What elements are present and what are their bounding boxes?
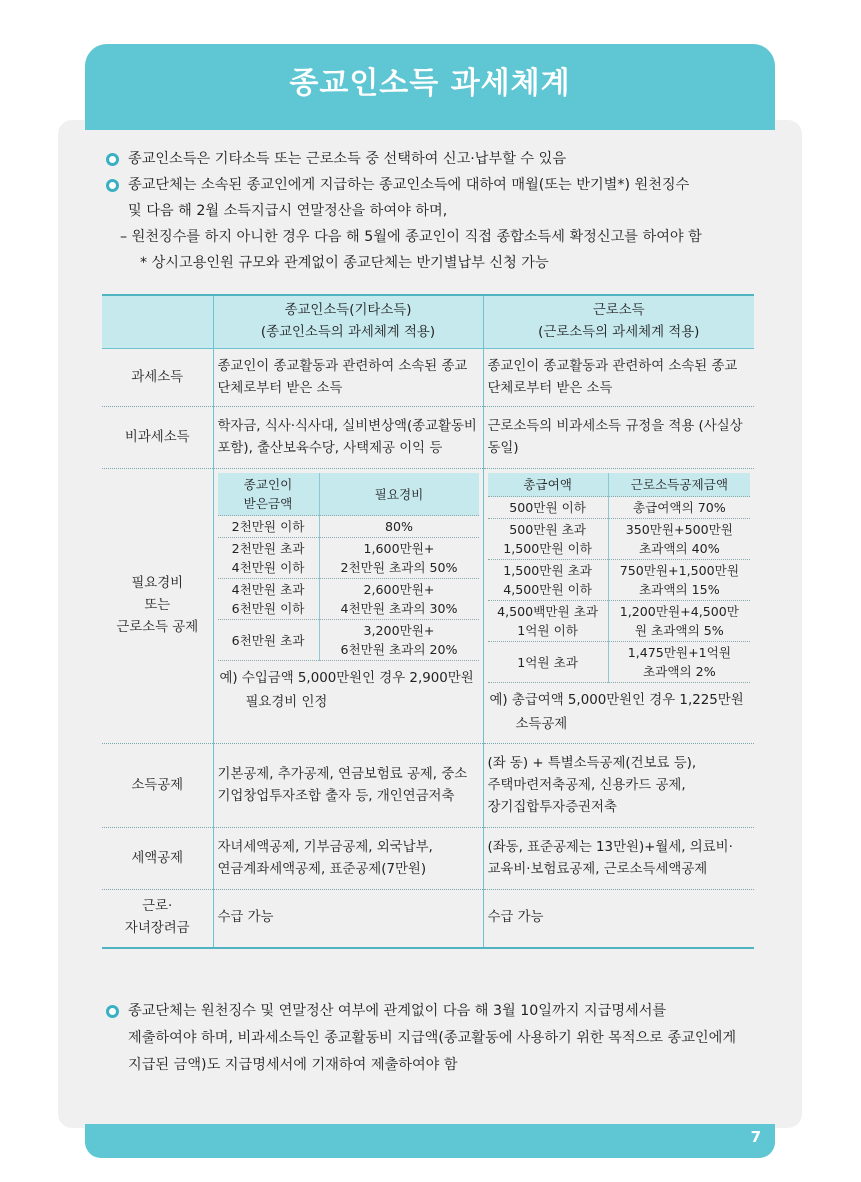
table-row — [102, 469, 754, 744]
cell-text: 자녀세액공제, 기부금공제, 외국납부, 연금계좌세액공제, 표준공제(7만원) — [213, 828, 483, 890]
earned-income-deduction-table — [488, 473, 751, 683]
inner-row: 6천만원 초과 3,200만원+ 6천만원 초과의 20% — [218, 620, 479, 661]
inner-header: 종교인이 받은금액 — [218, 473, 320, 516]
header-text: (근로소득의 과세체계 적용) — [538, 325, 700, 340]
row-label: 세액공제 — [102, 828, 213, 890]
row-label-text: 근로소득 공제 — [116, 620, 199, 635]
tax-system-table — [102, 294, 754, 949]
row-label — [102, 469, 213, 744]
page-number: 7 — [750, 1128, 761, 1146]
cell-text: (좌 동) + 특별소득공제(건보료 등), 주택마련저축공제, 신용카드 공제, 장기집합투자증권저축 — [487, 755, 697, 815]
cell-text: 학자금, 식사·식사대, 실비변상액(종교활동비 포함), 출산보육수당, 사택제공 이익 등 — [213, 407, 483, 469]
bullet-text-continued: 제출하여야 하며, 비과세소득인 종교활동비 지급액(종교활동에 사용하기 위한 목적으로 종교인에게 — [128, 1030, 737, 1046]
header-earned-income — [483, 295, 754, 349]
inner-header: 근로소득공제금액 — [608, 473, 750, 497]
cell-text: 기본공제, 추가공제, 연금보험료 공제, 중소기업창업투자조합 출자 등, 개인연금저축 — [213, 744, 483, 828]
row-label: 비과세소득 — [102, 407, 213, 469]
inner-header: 총급여액 — [488, 473, 609, 497]
bullet-icon — [106, 153, 119, 166]
header-empty-cell — [102, 295, 213, 349]
bullet-item — [106, 146, 766, 172]
footer-bar — [85, 1124, 775, 1158]
bullet-item — [106, 998, 766, 1025]
cell-text: 종교인이 종교활동과 관련하여 소속된 종교단체로부터 받은 소득 — [213, 349, 483, 407]
expense-right-cell — [483, 469, 754, 744]
table-header-row — [102, 295, 754, 349]
table-row — [102, 828, 754, 890]
example-note: 예) 수입금액 5,000만원인 경우 2,900만원 필요경비 인정 — [219, 671, 474, 710]
bullet-text-continued: 및 다음 해 2월 소득지급시 연말정산을 하여야 하며, — [128, 203, 448, 219]
cell-text: 종교인이 종교활동과 관련하여 소속된 종교단체로부터 받은 소득 — [487, 358, 738, 396]
intro-bullets — [106, 146, 766, 276]
inner-row: 1억원 초과 1,475만원+1억원 초과액의 2% — [488, 642, 751, 683]
necessary-expense-table — [218, 473, 479, 661]
bullet-text-continued: 지급된 금액)도 지급명세서에 기재하여 제출하여야 함 — [128, 1057, 458, 1073]
bullet-icon — [106, 179, 119, 192]
table-row — [102, 744, 754, 828]
bullet-text: 종교단체는 소속된 종교인에게 지급하는 종교인소득에 대하여 매월(또는 반기별*) 원천징수 — [128, 177, 690, 193]
cell-text: 수급 가능 — [487, 910, 544, 926]
row-label: 근로· 자녀장려금 — [102, 890, 213, 948]
bullet-text: 종교인소득은 기타소득 또는 근로소득 중 선택하여 신고·납부할 수 있음 — [128, 151, 567, 167]
inner-header: 필요경비 — [319, 473, 479, 516]
row-label-text: 필요경비 — [131, 576, 184, 591]
table-row — [102, 407, 754, 469]
inner-row: 500만원 이하 총급여액의 70% — [488, 497, 751, 519]
cell-text: 수급 가능 — [213, 890, 483, 948]
header-text: 근로소득 — [592, 303, 645, 318]
dash-item: – 원천징수를 하지 아니한 경우 다음 해 5월에 종교인이 직접 종합소득세 확정신고를 하여야 함 — [120, 229, 702, 245]
inner-row: 4천만원 초과 6천만원 이하 2,600만원+ 4천만원 초과의 30% — [218, 579, 479, 620]
header-text: 종교인소득(기타소득) — [284, 303, 412, 318]
row-label: 과세소득 — [102, 349, 213, 407]
header-text: (종교인소득의 과세체계 적용) — [260, 325, 436, 340]
bullet-icon — [106, 1005, 119, 1018]
page-title: 종교인소득 과세체계 — [289, 66, 571, 101]
inner-row: 2천만원 초과 4천만원 이하 1,600만원+ 2천만원 초과의 50% — [218, 538, 479, 579]
example-note: 예) 총급여액 5,000만원인 경우 1,225만원 소득공제 — [489, 693, 744, 732]
expense-left-cell — [213, 469, 483, 744]
cell-text: (좌동, 표준공제는 13만원)+월세, 의료비· 교육비·보험료공제, 근로소득세액공제 — [487, 839, 733, 877]
table-row — [102, 890, 754, 948]
inner-row: 1,500만원 초과 4,500만원 이하 750만원+1,500만원 초과액의 15% — [488, 560, 751, 601]
cell-text: 근로소득의 비과세소득 규정을 적용 (사실상 동일) — [487, 418, 743, 456]
bullet-text: 종교단체는 원천징수 및 연말정산 여부에 관계없이 다음 해 3월 10일까지 지급명세서를 — [128, 1003, 667, 1019]
header-religious-income — [213, 295, 483, 349]
row-label-text: 또는 — [144, 598, 171, 613]
bullet-item — [106, 172, 766, 198]
inner-row: 500만원 초과 1,500만원 이하 350만원+500만원 초과액의 40% — [488, 519, 751, 560]
inner-row: 4,500백만원 초과 1억원 이하 1,200만원+4,500만 원 초과액의 5% — [488, 601, 751, 642]
table-row — [102, 349, 754, 407]
inner-row: 2천만원 이하 80% — [218, 516, 479, 538]
row-label: 소득공제 — [102, 744, 213, 828]
footer-bullets — [106, 998, 766, 1079]
footnote: * 상시고용인원 규모와 관계없이 종교단체는 반기별납부 신청 가능 — [140, 255, 549, 271]
